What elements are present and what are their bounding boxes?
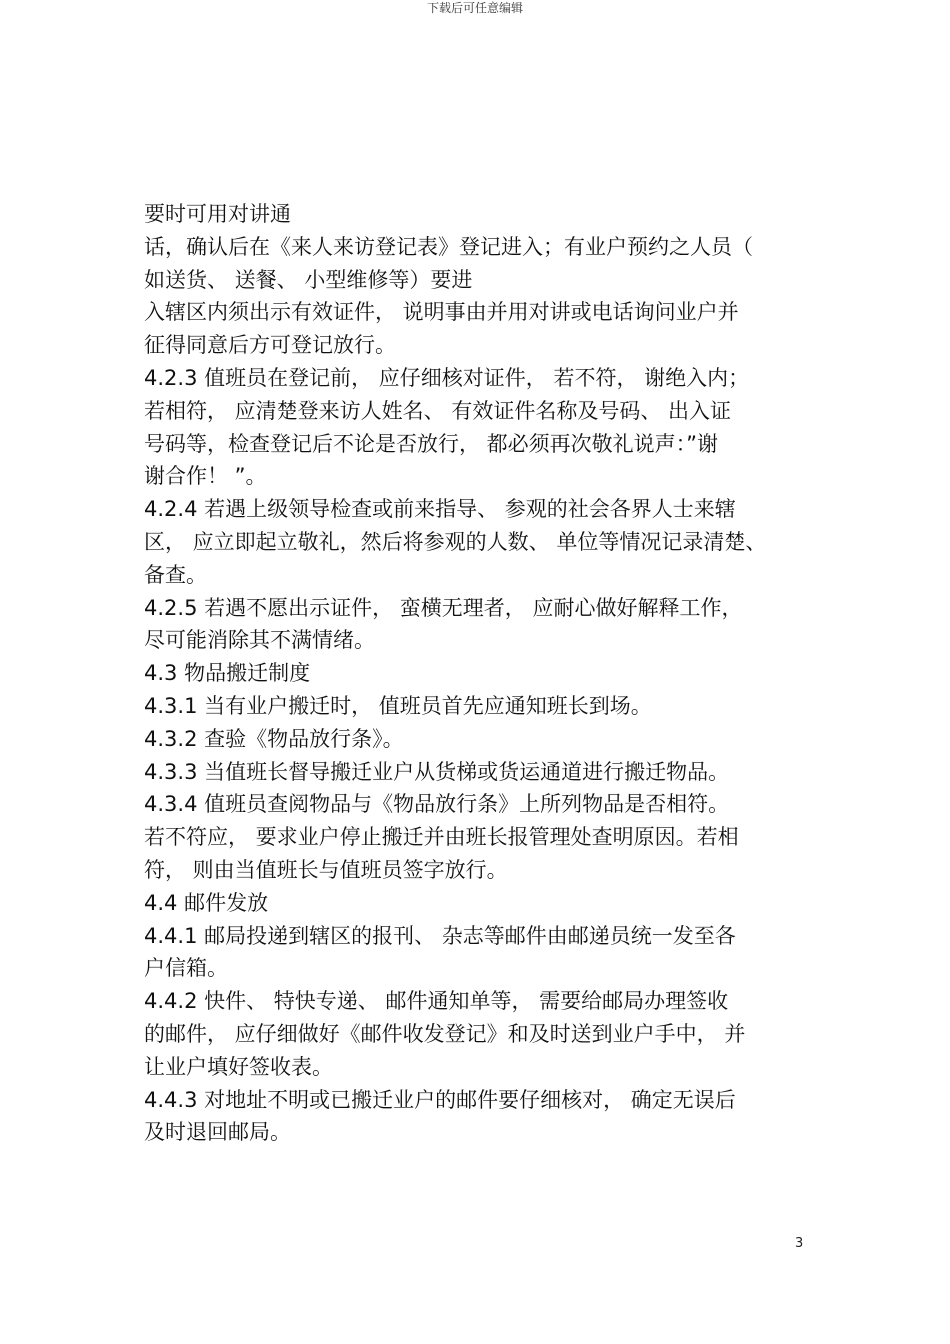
- text-line: 4.2.5 若遇不愿出示证件， 蛮横无理者， 应耐心做好解释工作，: [144, 595, 743, 620]
- page-number: 3: [795, 1236, 804, 1251]
- text-line: 4.3.1 当有业户搬迁时， 值班员首先应通知班长到场。: [144, 693, 652, 718]
- text-line: 备查。: [144, 562, 207, 587]
- text-line: 4.3 物品搬迁制度: [144, 661, 311, 686]
- text-line: 若相符， 应清楚登来访人姓名、 有效证件名称及号码、 出入证: [144, 398, 732, 423]
- text-line: 要时可用对讲通: [144, 202, 291, 226]
- text-line: 若不符应， 要求业户停止搬迁并由班长报管理处查明原因。若相: [144, 825, 739, 850]
- text-line: 征得同意后方可登记放行。: [144, 333, 396, 358]
- text-line: 4.4 邮件发放: [144, 890, 269, 915]
- header-note: 下载后可任意编辑: [426, 1, 523, 15]
- text-line: 4.2.4 若遇上级领导检查或前来指导、 参观的社会各界人士来辖: [144, 497, 736, 522]
- text-line: 谢合作！ ”。: [144, 464, 267, 489]
- text-line: 4.4.1 邮局投递到辖区的报刊、 杂志等邮件由邮递员统一发至各: [144, 923, 736, 948]
- text-line: 的邮件， 应仔细做好《邮件收发登记》和及时送到业户手中， 并: [144, 1021, 746, 1046]
- text-line: 入辖区内须出示有效证件， 说明事由并用对讲或电话询问业户并: [144, 300, 739, 325]
- text-line: 4.3.4 值班员查阅物品与《物品放行条》上所列物品是否相符。: [144, 792, 730, 817]
- text-line: 4.4.3 对地址不明或已搬迁业户的邮件要仔细核对， 确定无误后: [144, 1087, 736, 1112]
- text-line: 4.3.2 查验《物品放行条》。: [144, 726, 404, 751]
- text-line: 区， 应立即起立敬礼，然后将参观的人数、 单位等情况记录清楚、: [144, 529, 767, 554]
- text-line: 如送货、 送餐、 小型维修等）要进: [144, 267, 473, 292]
- document-body: [144, 198, 824, 1149]
- text-line: 4.2.3 值班员在登记前， 应仔细核对证件， 若不符， 谢绝入内；: [144, 365, 750, 390]
- text-line: 号码等，检查登记后不论是否放行， 都必须再次敬礼说声：”谢: [144, 431, 719, 456]
- text-line: 及时退回邮局。: [144, 1120, 291, 1145]
- text-line: 户信箱。: [144, 956, 228, 981]
- text-line: 让业户填好签收表。: [144, 1054, 333, 1079]
- text-line: 话，确认后在《来人来访登记表》登记进入；有业户预约之人员（: [144, 234, 753, 259]
- text-line: 符， 则由当值班长与值班员签字放行。: [144, 857, 508, 882]
- text-line: 4.4.2 快件、 特快专递、 邮件通知单等， 需要给邮局办理签收: [144, 989, 729, 1014]
- text-line: 尽可能消除其不满情绪。: [144, 628, 375, 653]
- text-line: 4.3.3 当值班长督导搬迁业户从货梯或货运通道进行搬迁物品。: [144, 759, 730, 784]
